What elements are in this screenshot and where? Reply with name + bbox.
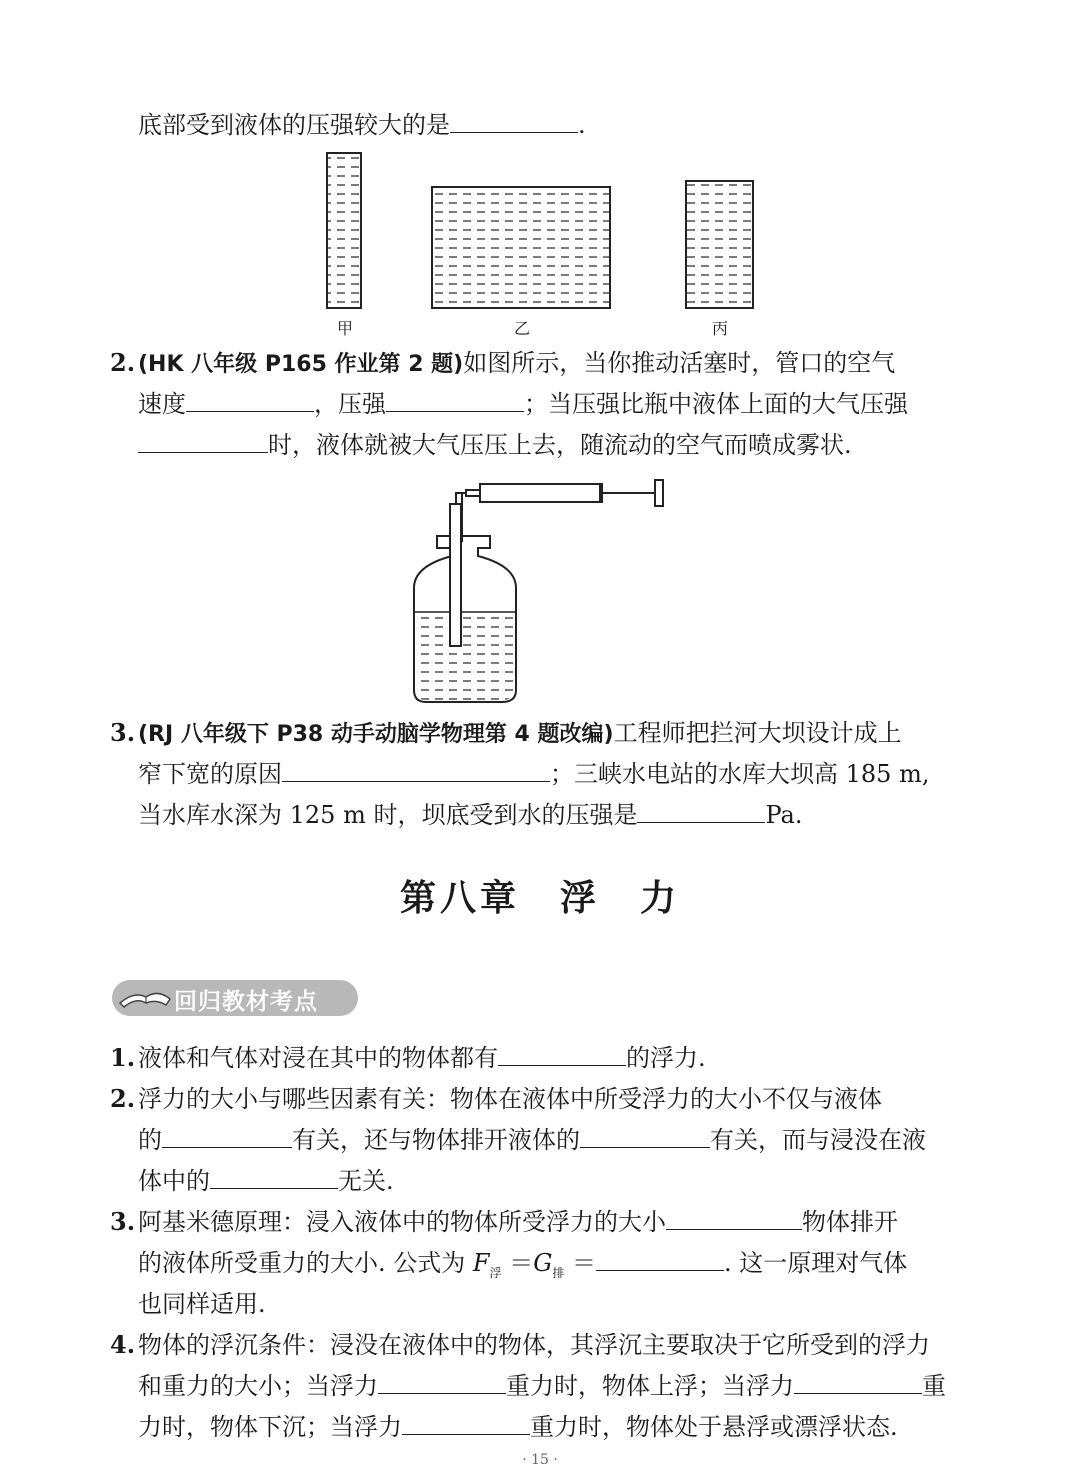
item1-line: 液体和气体对浸在其中的物体都有 的浮力. <box>138 1044 706 1072</box>
item4-line1: 物体的浮沉条件：浸没在液体中的物体，其浮沉主要取决于它所受到的浮力 <box>138 1331 930 1359</box>
q1-tail-text: 底部受到液体的压强较大的是 <box>138 111 450 139</box>
q3-source: (RJ 八年级下 P38 动手动脑学物理第 4 题改编) <box>138 722 614 747</box>
q2-line3: 时，液体就被大气压压上去，随流动的空气而喷成雾状. <box>138 430 852 460</box>
q2-line1: (HK 八年级 P165 作业第 2 题)如图所示，当你推动活塞时，管口的空气 <box>138 349 896 377</box>
container-yi <box>432 187 610 308</box>
item2-line2: 的 有关，还与物体排开液体的 有关，而与浸没在液 <box>138 1126 926 1154</box>
label-jia: 甲 <box>337 319 354 338</box>
item3-line2: 的液体所受重力的大小. 公式为 $F_浮 =G_排$ ＝ . 这一原理对气体 <box>138 1249 908 1280</box>
label-bing: 丙 <box>712 319 729 338</box>
q2-line2: 速度 ，压强 ；当压强比瓶中液体上面的大气压强 <box>138 390 908 418</box>
item3-blank-formula[interactable] <box>596 1248 724 1271</box>
item3-blank-equal[interactable] <box>666 1207 802 1230</box>
item2-blank-volume[interactable] <box>580 1125 710 1148</box>
item4-blank-sink[interactable] <box>794 1371 922 1394</box>
bottle-icon <box>414 504 516 702</box>
container-bing <box>686 181 753 308</box>
item2-line1: 浮力的大小与哪些因素有关：物体在液体中所受浮力的大小不仅与液体 <box>138 1085 882 1113</box>
item3-line3: 也同样适用. <box>138 1290 266 1318</box>
q2-blank-pressure[interactable] <box>386 389 524 412</box>
q2-number: 2. <box>110 348 136 377</box>
item4-number: 4. <box>110 1330 136 1359</box>
figure-sprayer <box>0 470 1080 710</box>
figure-liquid-containers <box>0 145 1080 345</box>
item2-line3: 体中的 无关. <box>138 1167 394 1195</box>
label-yi: 乙 <box>514 319 531 338</box>
chapter-title: 第八章 浮 力 <box>399 878 680 919</box>
item2-blank-depth[interactable] <box>210 1166 338 1189</box>
q3-blank-pressure[interactable] <box>637 800 765 823</box>
q3-blank-reason[interactable] <box>282 759 550 782</box>
q2-blank-compare[interactable] <box>138 430 268 453</box>
item1-blank[interactable] <box>498 1043 626 1066</box>
q3-line3: 当水库水深为 125 m 时，坝底受到水的压强是 Pa. <box>138 801 803 829</box>
item3-line1: 阿基米德原理：浸入液体中的物体所受浮力的大小 物体排开 <box>138 1208 898 1236</box>
item2-blank-density[interactable] <box>162 1125 292 1148</box>
q2-source: (HK 八年级 P165 作业第 2 题) <box>138 352 464 377</box>
syringe-icon <box>456 480 663 542</box>
section-badge: 回归教材考点 <box>112 980 358 1016</box>
q1-answer-blank[interactable] <box>450 110 578 133</box>
q1-tail-line: 底部受到液体的压强较大的是 . <box>138 111 586 139</box>
container-jia <box>327 153 361 308</box>
q3-line2: 窄下宽的原因 ；三峡水电站的水库大坝高 185 m, <box>138 760 930 788</box>
item4-line2: 和重力的大小；当浮力 重力时，物体上浮；当浮力 重 <box>138 1372 946 1400</box>
item4-blank-rise[interactable] <box>378 1371 506 1394</box>
item4-blank-suspend[interactable] <box>402 1412 530 1435</box>
item3-number: 3. <box>110 1207 136 1236</box>
item1-number: 1. <box>110 1043 136 1072</box>
q2-blank-speed[interactable] <box>186 389 314 412</box>
page-number: · 15 · <box>522 1452 558 1468</box>
book-icon <box>116 983 172 1013</box>
item4-line3: 力时，物体下沉；当浮力 重力时，物体处于悬浮或漂浮状态. <box>138 1413 898 1441</box>
q3-line1: (RJ 八年级下 P38 动手动脑学物理第 4 题改编)工程师把拦河大坝设计成上 <box>138 719 902 747</box>
q3-number: 3. <box>110 718 136 747</box>
item2-number: 2. <box>110 1084 136 1113</box>
